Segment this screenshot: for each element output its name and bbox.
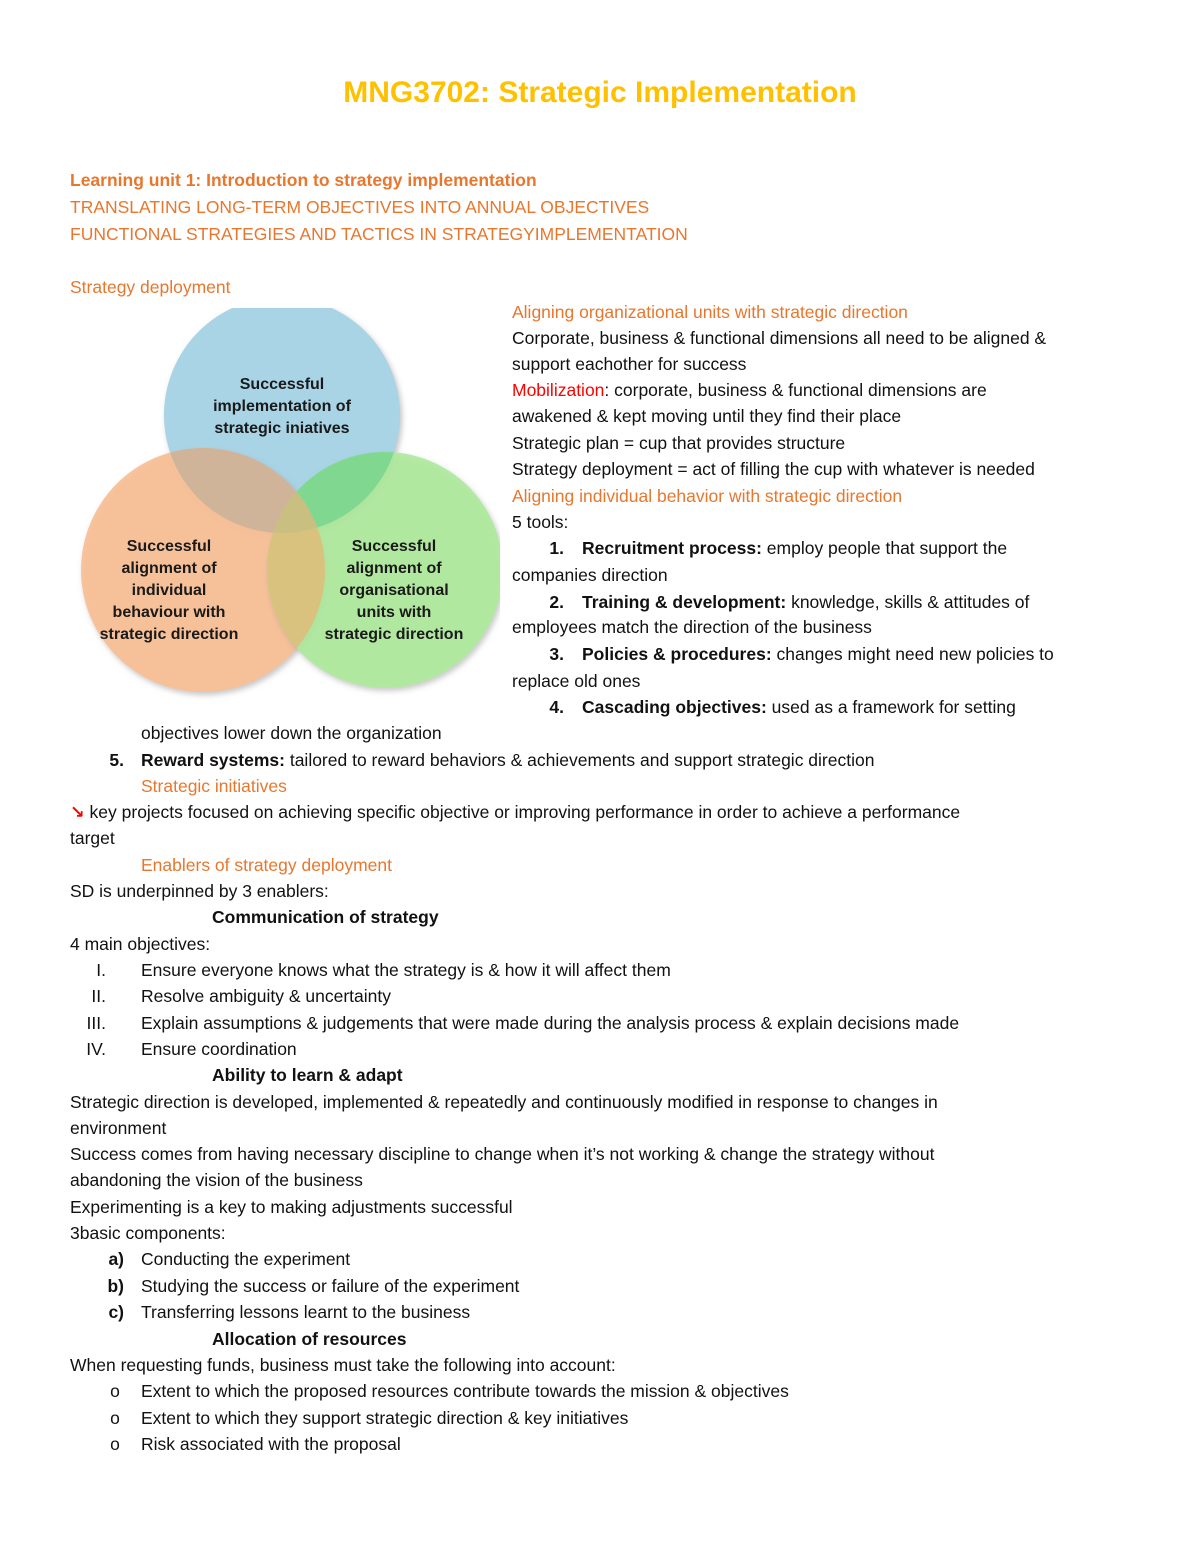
venn-right-line-4: units with: [356, 604, 432, 621]
comm-item-text: Resolve ambiguity & uncertainty: [141, 986, 391, 1006]
list-number: 2.: [549, 592, 564, 612]
communication-intro: 4 main objectives:: [70, 934, 211, 954]
learn-heading: Ability to learn & adapt: [212, 1065, 403, 1085]
venn-diagram: [70, 308, 500, 700]
tool-item-2-label: Training & development:: [582, 592, 787, 612]
enablers-heading: Enablers of strategy deployment: [141, 855, 392, 875]
learn-item-a: [94, 1246, 350, 1272]
page-title: MNG3702: Strategic Implementation: [343, 76, 857, 109]
aligning-behavior-heading: Aligning individual behavior with strategic direction: [512, 486, 903, 506]
list-number: a): [108, 1249, 124, 1269]
learn-item-text: Conducting the experiment: [141, 1249, 351, 1269]
learn-text-4: 3basic components:: [70, 1223, 226, 1243]
venn-left-line-3: individual: [131, 582, 207, 599]
allocation-item-text: Extent to which the proposed resources contribute towards the mission & objectives: [141, 1381, 789, 1401]
list-number: III.: [86, 1013, 106, 1033]
learn-text-3: Experimenting is a key to making adjustments successful: [70, 1197, 513, 1217]
allocation-item-text: Extent to which they support strategic direction & key initiatives: [141, 1408, 629, 1428]
tool-item-3-label: Policies & procedures:: [582, 644, 772, 664]
strategic-plan-text: Strategic plan = cup that provides structure: [512, 433, 846, 453]
tool-item-1-text: employ people that support the: [761, 538, 1008, 558]
allocation-item-text: Risk associated with the proposal: [141, 1434, 401, 1454]
tool-item-4-text: used as a framework for setting: [766, 697, 1016, 717]
tool-item-5: [94, 747, 874, 773]
learn-item-b: [94, 1273, 519, 1299]
mobilization-label: Mobilization: [512, 380, 605, 400]
strategy-deployment-def: Strategy deployment = act of filling the cup with whatever is needed: [512, 459, 1035, 479]
arrow-down-right-icon: ↘: [70, 802, 85, 822]
tool-item-3-cont: replace old ones: [512, 671, 641, 691]
list-number: I.: [96, 960, 106, 980]
comm-item-3: [62, 1010, 959, 1036]
comm-item-2: [62, 983, 391, 1009]
allocation-item-2: [100, 1405, 628, 1431]
venn-right-line-3: organisational: [339, 582, 449, 599]
comm-item-text: Ensure coordination: [141, 1039, 297, 1059]
venn-right-line-5: strategic direction: [324, 626, 464, 643]
aligning-units-text-2: support eachother for success: [512, 354, 747, 374]
learn-text-1b: environment: [70, 1118, 167, 1138]
communication-heading: Communication of strategy: [212, 907, 439, 927]
allocation-heading: Allocation of resources: [212, 1329, 407, 1349]
learn-text-1a: Strategic direction is developed, implemented & repeatedly and continuously modified in response to changes in: [70, 1092, 938, 1112]
venn-left-line-1: Successful: [126, 538, 212, 555]
learn-item-text: Transferring lessons learnt to the business: [141, 1302, 471, 1322]
list-number: 4.: [549, 697, 564, 717]
venn-right-line-2: alignment of: [346, 560, 442, 577]
comm-item-text: Explain assumptions & judgements that were made during the analysis process & explain decisions made: [141, 1013, 960, 1033]
allocation-item-3: [100, 1431, 401, 1457]
strategic-initiatives-line-1: [70, 799, 960, 825]
aligning-units-text-1: Corporate, business & functional dimensions all need to be aligned &: [512, 328, 1047, 348]
tool-item-1-cont: companies direction: [512, 565, 668, 585]
tool-item-1: [534, 535, 1007, 561]
tool-item-2: [534, 589, 1029, 615]
venn-left-line-2: alignment of: [121, 560, 217, 577]
mobilization-text-2: awakened & kept moving until they find their place: [512, 406, 902, 426]
tool-item-1-label: Recruitment process:: [582, 538, 762, 558]
tool-item-4-cont: objectives lower down the organization: [141, 723, 442, 743]
allocation-item-1: [100, 1378, 789, 1404]
list-number: b): [107, 1276, 124, 1296]
unit-heading: Learning unit 1: Introduction to strategy implementation: [70, 170, 537, 190]
bullet: o: [110, 1408, 120, 1428]
learn-text-2b: abandoning the vision of the business: [70, 1170, 363, 1190]
tool-item-2-cont: employees match the direction of the business: [512, 617, 872, 637]
tool-item-3-text: changes might need new policies to: [771, 644, 1054, 664]
tools-intro: 5 tools:: [512, 512, 569, 532]
learn-text-2a: Success comes from having necessary discipline to change when it’s not working & change the strategy without: [70, 1144, 935, 1164]
list-number: IV.: [86, 1039, 106, 1059]
mobilization-line: [512, 377, 987, 403]
venn-top-line-3: strategic iniatives: [214, 420, 350, 437]
tool-item-4-label: Cascading objectives:: [582, 697, 767, 717]
learn-item-text: Studying the success or failure of the experiment: [141, 1276, 520, 1296]
bullet: o: [110, 1381, 120, 1401]
venn-top-line-1: Successful: [239, 376, 325, 393]
strategic-initiatives-text: key projects focused on achieving specific objective or improving performance in order to achieve a performance: [84, 802, 961, 822]
tool-item-2-text: knowledge, skills & attitudes of: [786, 592, 1030, 612]
strategic-initiatives-line-2: target: [70, 828, 115, 848]
subheading-functional: FUNCTIONAL STRATEGIES AND TACTICS IN STRATEGYIMPLEMENTATION: [70, 224, 688, 244]
venn-left-line-5: strategic direction: [99, 626, 239, 643]
venn-left-line-4: behaviour with: [112, 604, 226, 621]
list-number: c): [108, 1302, 124, 1322]
list-number: 3.: [549, 644, 564, 664]
venn-top-line-2: implementation of: [213, 398, 351, 415]
enablers-intro: SD is underpinned by 3 enablers:: [70, 881, 329, 901]
list-number: 5.: [109, 750, 124, 770]
comm-item-4: [62, 1036, 297, 1062]
learn-item-c: [94, 1299, 470, 1325]
tool-item-3: [534, 641, 1054, 667]
list-number: II.: [91, 986, 106, 1006]
mobilization-text: : corporate, business & functional dimensions are: [604, 380, 987, 400]
tool-item-5-label: Reward systems:: [141, 750, 285, 770]
allocation-intro: When requesting funds, business must take the following into account:: [70, 1355, 616, 1375]
tool-item-5-text: tailored to reward behaviors & achievements and support strategic direction: [284, 750, 875, 770]
comm-item-text: Ensure everyone knows what the strategy is & how it will affect them: [141, 960, 671, 980]
tool-item-4: [534, 694, 1016, 720]
aligning-units-heading: Aligning organizational units with strategic direction: [512, 302, 908, 322]
bullet: o: [110, 1434, 120, 1454]
strategic-initiatives-heading: Strategic initiatives: [141, 776, 287, 796]
subheading-translating: TRANSLATING LONG-TERM OBJECTIVES INTO ANNUAL OBJECTIVES: [70, 197, 650, 217]
list-number: 1.: [549, 538, 564, 558]
strategy-deployment-heading: Strategy deployment: [70, 277, 231, 297]
comm-item-1: [62, 957, 671, 983]
venn-right-line-1: Successful: [351, 538, 437, 555]
